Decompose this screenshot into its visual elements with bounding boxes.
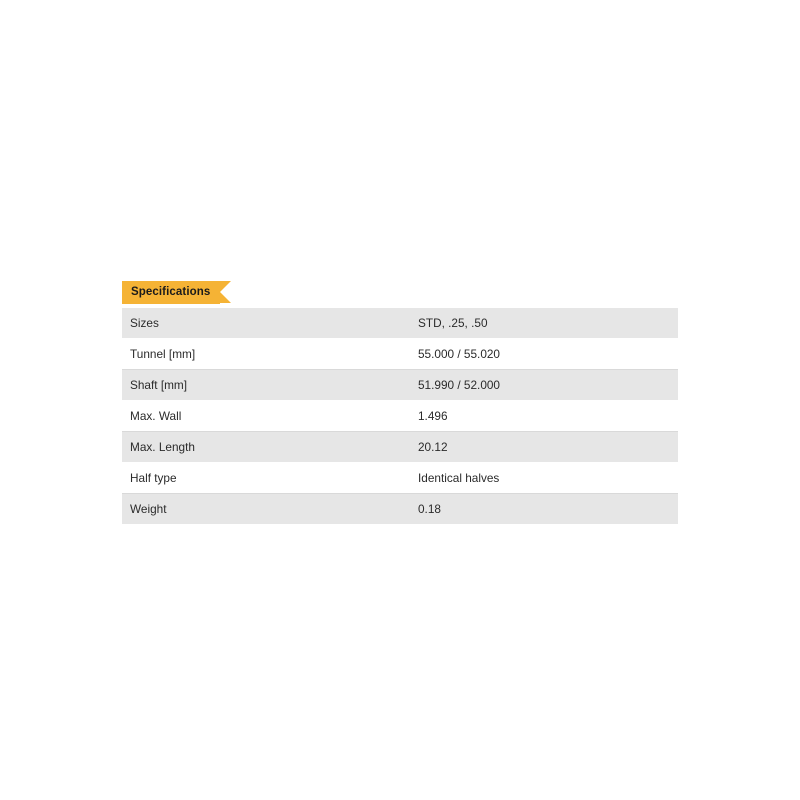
row-value: STD, .25, .50 (410, 308, 678, 339)
table-row (122, 339, 678, 370)
row-label: Max. Length (122, 432, 410, 463)
row-label: Shaft [mm] (122, 370, 410, 401)
tag-arrow-icon (220, 281, 231, 303)
row-value: Identical halves (410, 463, 678, 494)
table-row (122, 308, 678, 339)
row-value: 51.990 / 52.000 (410, 370, 678, 401)
row-label: Weight (122, 494, 410, 525)
table-row (122, 370, 678, 401)
row-value: 0.18 (410, 494, 678, 525)
specifications-tag (122, 281, 231, 304)
row-value: 1.496 (410, 401, 678, 432)
table-row (122, 432, 678, 463)
table-row (122, 401, 678, 432)
table-row (122, 463, 678, 494)
row-label: Max. Wall (122, 401, 410, 432)
row-value: 55.000 / 55.020 (410, 339, 678, 370)
table-row (122, 494, 678, 525)
specifications-tag-label: Specifications (122, 281, 220, 304)
row-label: Half type (122, 463, 410, 494)
specifications-table (122, 308, 678, 525)
row-value: 20.12 (410, 432, 678, 463)
row-label: Tunnel [mm] (122, 339, 410, 370)
row-label: Sizes (122, 308, 410, 339)
